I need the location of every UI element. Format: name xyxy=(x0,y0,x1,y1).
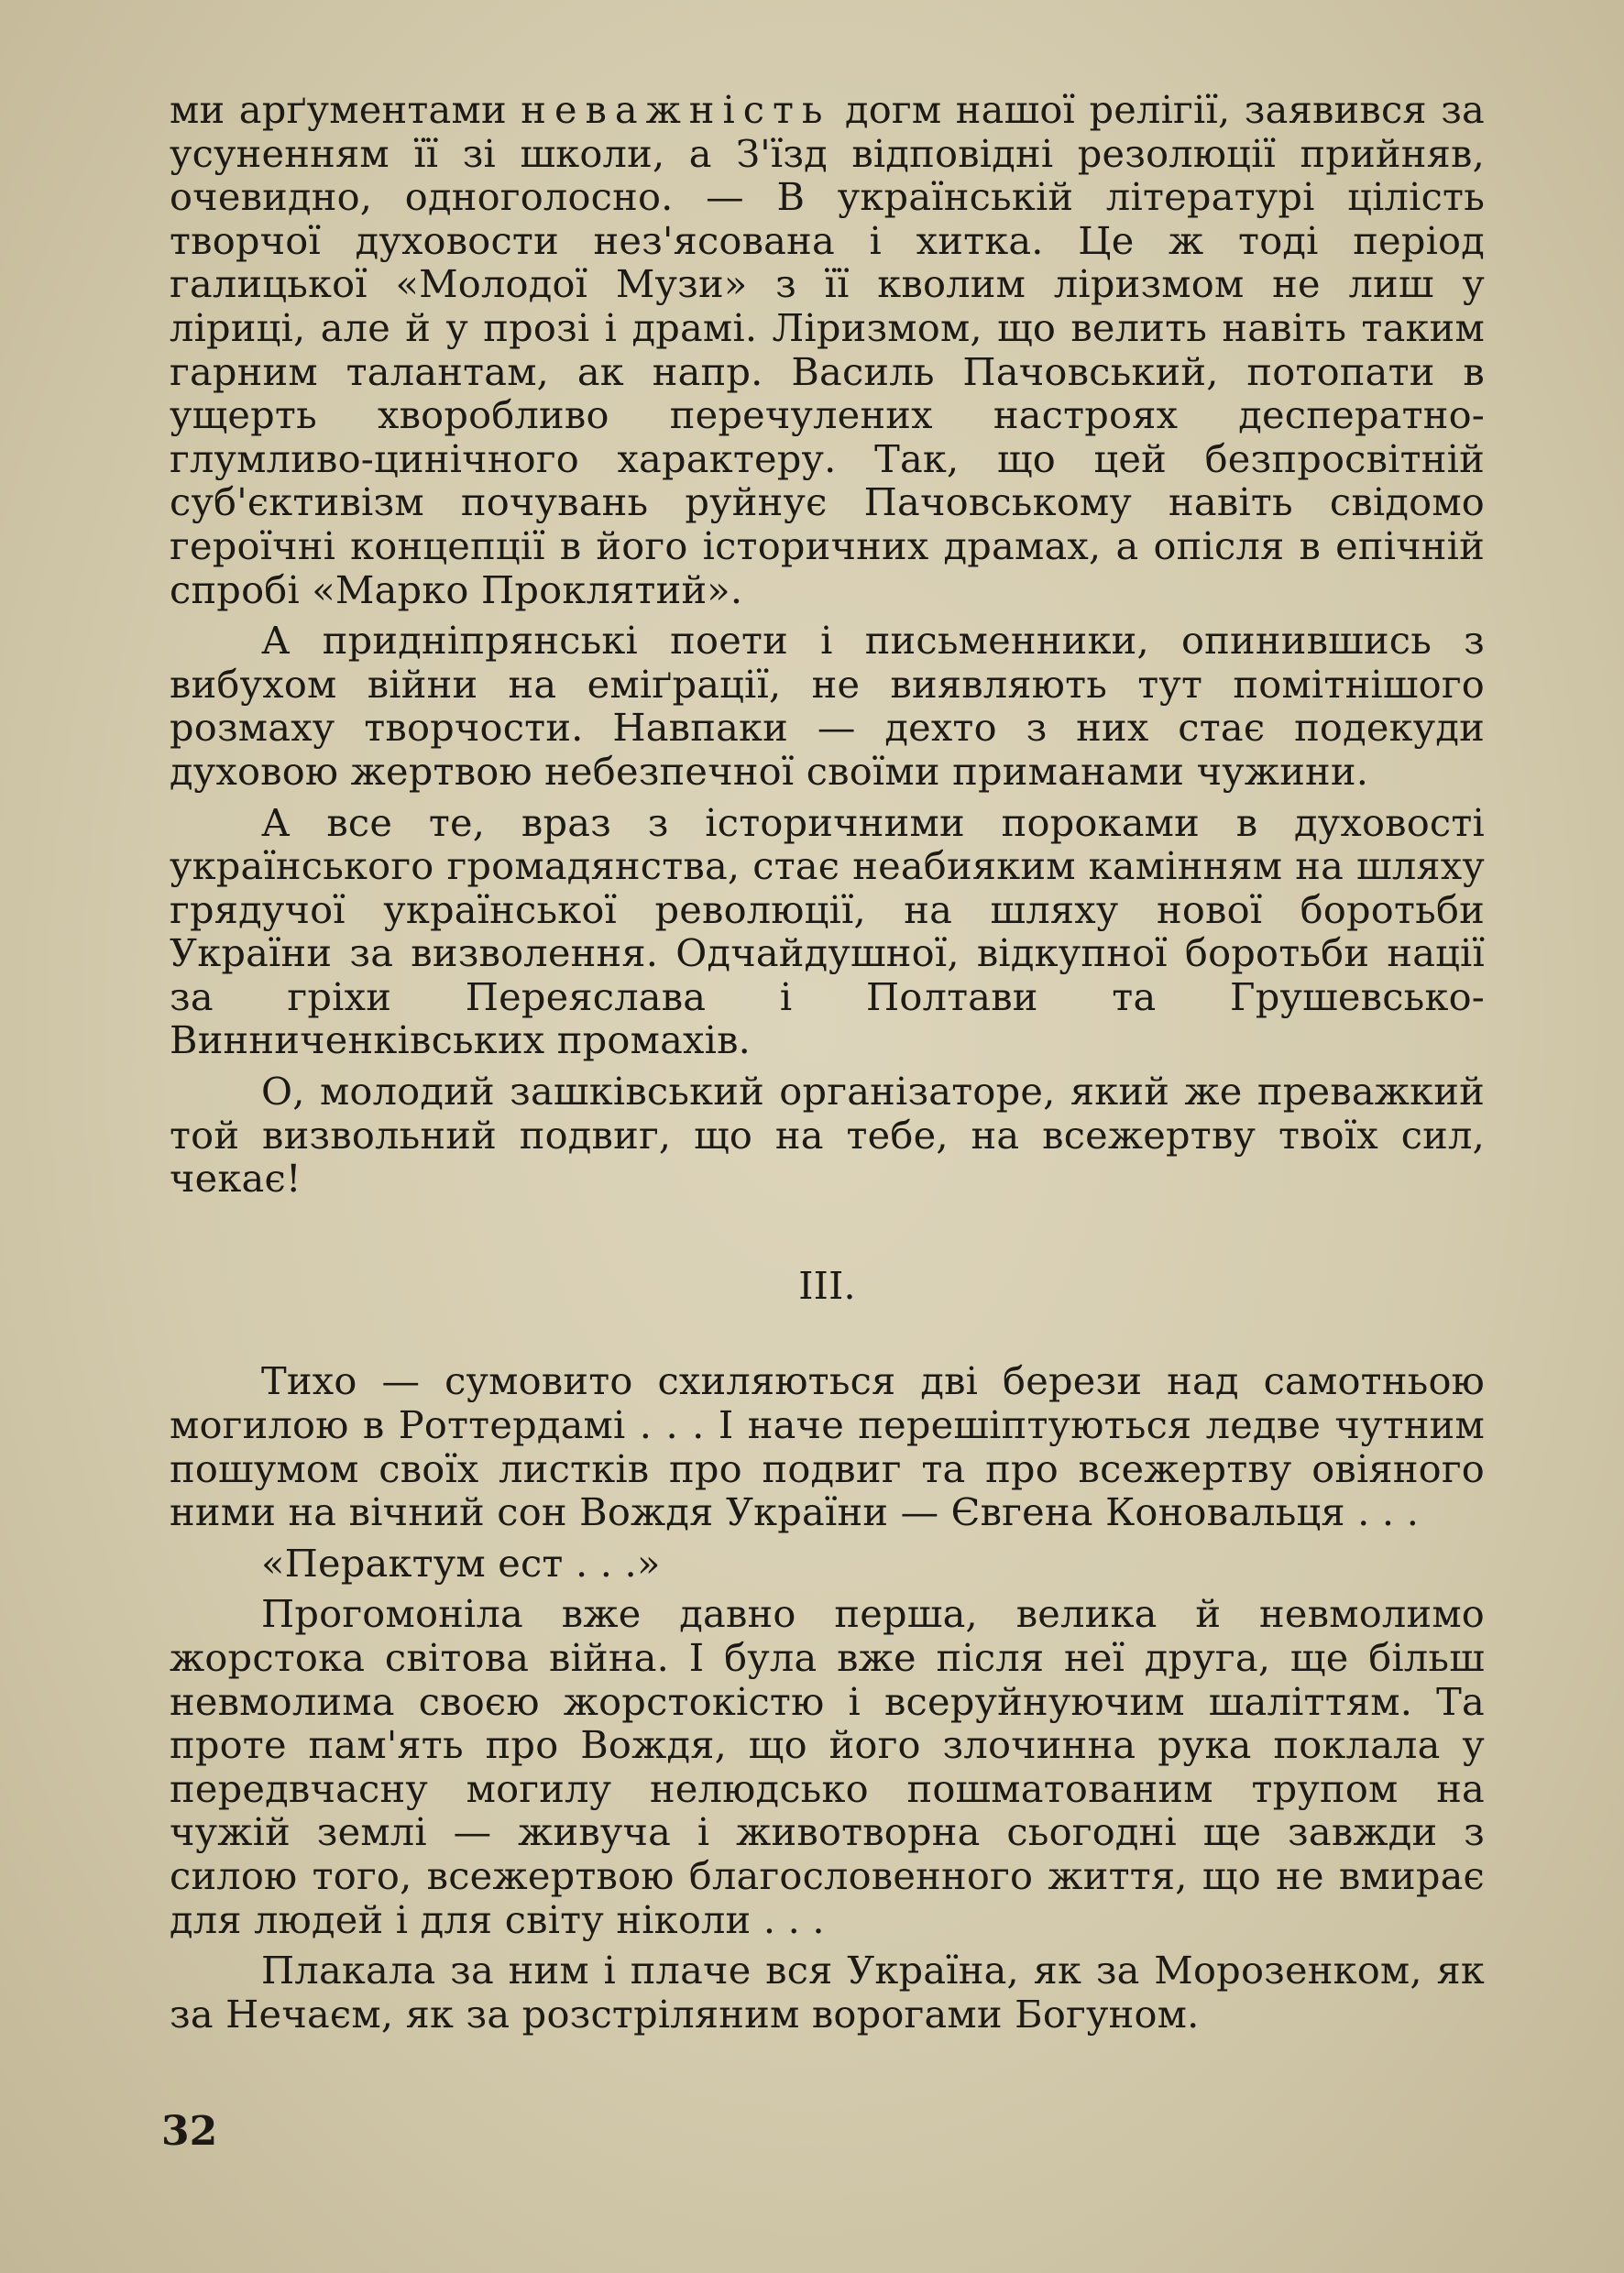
paragraph-6: «Перактум ест . . .» xyxy=(261,1540,661,1586)
paragraph-8: Плакала за ним і плаче вся Україна, як за Морозенком, як за Нечаєм, як за розстріляним ворогами Богуном. xyxy=(170,1948,1485,2037)
paragraph-4: О, молодий зашківський організаторе, який же преважкий той визвольний подвиг, що на тебе, на всежертву твоїх сил, чекає! xyxy=(170,1069,1485,1202)
section-heading: III. xyxy=(798,1263,856,1308)
body-text xyxy=(170,88,1485,2036)
paragraph-5: Тихо — сумовито схиляються дві берези над самотньою могилою в Роттердамі . . . І наче перешіптуються ледве чутним пошумом своїх листків про подвиг та про всежертву овіяного ними на вічний сон Вождя України — Євгена Коновальця . . . xyxy=(170,1358,1485,1535)
paragraph-3: А все те, враз з історичними пороками в духовості українського громадянства, стає неабияким камінням на шляху грядучої української революції, на шляху нової боротьби України за визволення. Одчайдушної, відкупної боротьби нації за гріхи Переяслава і Полтави та Грушевсько-Винниченківських промахів. xyxy=(170,799,1485,1063)
page-number: 32 xyxy=(161,2108,218,2155)
paragraph-1-start: ми арґументами xyxy=(170,87,521,132)
paragraph-7: Прогомоніла вже давно перша, велика й невмолимо жорстока світова війна. І була вже після неї друга, ще більш невмолима своєю жорстокістю і всеруйнуючим шаліттям. Та проте пам'ять про Вождя, що його злочинна рука поклала у передвчасну могилу нелюдсько пошматованим трупом на чужій землі — живуча і животворна сьогодні ще завжди з силою того, всежертвою благословенного життя, що не вмирає для людей і для світу ніколи . . . xyxy=(170,1591,1485,1942)
paragraph-1 xyxy=(170,88,1485,611)
spaced-emphasis: неважність xyxy=(521,87,831,132)
paragraph-2: А придніпрянські поети і письменники, опинившись з вибухом війни на еміґрації, не виявляють тут помітнішого розмаху творчости. Навпаки — дехто з них стає подекуди духовою жертвою небезпечної своїми приманами чужини. xyxy=(170,618,1485,794)
paragraph-1-rest: догм нашої релігії, заявився за усуненням її зі школи, а З'їзд відповідні резолюції прийняв, очевидно, одноголосно. — В українській літературі цілість творчої духовости нез'ясована і хитка. Це ж тоді період галицької «Молодої Музи» з її кволим ліризмом не лиш у ліриці, але й у прозі і драмі. Ліризмом, що велить навіть таким гарним талантам, ак напр. Василь Пачовський, потопати в ущерть хворобливо перечулених настроях десператно-глумливо-цинічного характеру. Так, що цей безпросвітній суб'єктивізм почувань руйнує Пачовському навіть свідомо героїчні концепції в його історичних драмах, а опісля в епічній спробі «Марко Проклятий». xyxy=(170,87,1485,612)
